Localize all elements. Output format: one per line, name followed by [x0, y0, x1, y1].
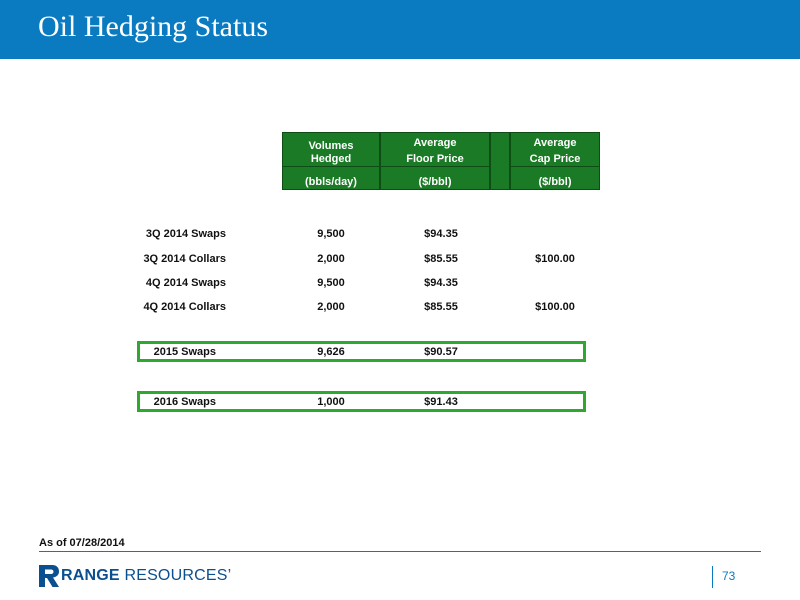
logo-mark: ’	[227, 567, 232, 584]
row-floor: $85.55	[424, 301, 458, 313]
header-volumes	[282, 132, 380, 190]
slide-title: Oil Hedging Status	[38, 10, 268, 43]
row-volume: 2,000	[317, 253, 345, 265]
row-floor: $91.43	[424, 396, 458, 408]
row-floor: $94.35	[424, 228, 458, 240]
row-floor: $94.35	[424, 277, 458, 289]
title-bar	[0, 0, 800, 59]
page-number: 73	[722, 569, 736, 583]
range-logo-icon	[39, 565, 59, 587]
header-cap-line2: Cap Price	[529, 153, 581, 165]
row-volume: 2,000	[317, 301, 345, 313]
row-volume: 1,000	[317, 396, 345, 408]
header-volumes-unit: (bbls/day)	[305, 176, 357, 188]
row-floor: $85.55	[424, 253, 458, 265]
row-label: 4Q 2014 Swaps	[145, 277, 226, 289]
row-floor: $90.57	[424, 346, 458, 358]
as-of-date: As of 07/28/2014	[39, 537, 125, 549]
row-label: 4Q 2014 Collars	[143, 301, 226, 313]
header-volumes-line2: Hedged	[310, 153, 352, 165]
header-floor-unit: ($/bbl)	[418, 176, 452, 188]
header-floor-line1: Average	[413, 137, 457, 149]
row-volume: 9,500	[317, 277, 345, 289]
row-cap: $100.00	[535, 301, 575, 313]
row-label: 2015 Swaps	[153, 346, 216, 358]
row-volume: 9,500	[317, 228, 345, 240]
row-label: 3Q 2014 Collars	[143, 253, 226, 265]
row-cap: $100.00	[535, 253, 575, 265]
header-cap	[510, 132, 600, 190]
header-divider-left	[282, 166, 490, 167]
header-gap	[490, 132, 510, 190]
header-cap-unit: ($/bbl)	[538, 176, 572, 188]
header-floor-line2: Floor Price	[406, 153, 464, 165]
row-label: 3Q 2014 Swaps	[145, 228, 226, 240]
page-number-separator	[712, 566, 713, 588]
logo-wordmark	[61, 567, 231, 585]
header-volumes-line1: Volumes	[308, 140, 354, 152]
row-volume: 9,626	[317, 346, 345, 358]
footer-divider	[39, 551, 761, 552]
header-divider-right	[510, 166, 600, 167]
row-label: 2016 Swaps	[153, 396, 216, 408]
logo-word-range: RANGE	[61, 567, 120, 584]
header-cap-line1: Average	[533, 137, 577, 149]
logo-word-resources: RESOURCES	[124, 567, 228, 584]
header-floor	[380, 132, 490, 190]
